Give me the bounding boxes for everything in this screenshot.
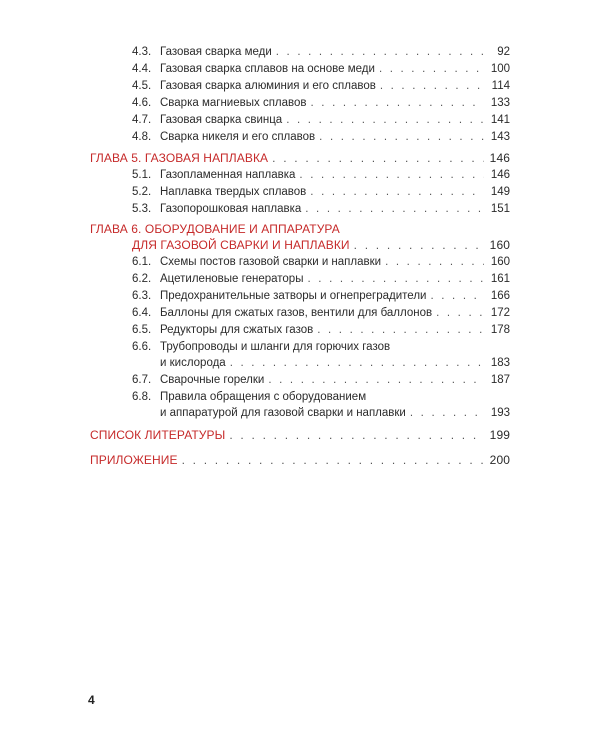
toc-entry-6-8[interactable] xyxy=(132,406,510,420)
dot-leader xyxy=(229,428,484,442)
entry-page: 183 xyxy=(490,357,510,369)
entry-page: 161 xyxy=(490,273,510,285)
dot-leader xyxy=(311,96,484,110)
chapter-title-continued: ДЛЯ ГАЗОВОЙ СВАРКИ И НАПЛАВКИ xyxy=(132,238,350,252)
entry-page: 143 xyxy=(490,131,510,143)
entry-number: 4.5. xyxy=(132,80,152,92)
entry-number: 6.8. xyxy=(132,391,152,403)
dot-leader xyxy=(436,306,484,320)
entry-title: Сварочные горелки xyxy=(160,374,265,386)
toc-entry-6-8-line1[interactable] xyxy=(132,390,510,404)
entry-number: 6.2. xyxy=(132,273,152,285)
entry-title: Газовая сварка алюминия и его сплавов xyxy=(160,80,376,92)
entry-page: 160 xyxy=(490,256,510,268)
dot-leader xyxy=(354,238,484,252)
entry-page: 92 xyxy=(497,46,510,58)
entry-page: 114 xyxy=(491,80,510,92)
dot-leader xyxy=(272,151,484,165)
entry-title: Газовая сварка меди xyxy=(160,46,272,58)
entry-title: Сварка магниевых сплавов xyxy=(160,97,307,109)
entry-page: 146 xyxy=(489,151,510,165)
entry-page: 151 xyxy=(490,203,510,215)
entry-page: 100 xyxy=(490,63,510,75)
entry-number: 4.8. xyxy=(132,131,152,143)
dot-leader xyxy=(317,323,484,337)
appendix-title: ПРИЛОЖЕНИЕ xyxy=(90,453,178,467)
entry-title: Трубопроводы и шланги для горючих газов xyxy=(160,341,391,353)
entry-page: 141 xyxy=(490,114,510,126)
dot-leader xyxy=(379,62,484,76)
toc-entry-6-2[interactable] xyxy=(132,272,510,286)
entry-number: 5.2. xyxy=(132,186,152,198)
toc-entry-4-4[interactable] xyxy=(132,62,510,76)
chapter-title: ГЛАВА 6. ОБОРУДОВАНИЕ И АППАРАТУРА xyxy=(90,222,340,236)
toc-entry-4-8[interactable] xyxy=(132,130,510,144)
dot-leader xyxy=(276,45,484,59)
dot-leader xyxy=(305,202,484,216)
entry-number: 4.3. xyxy=(132,46,152,58)
dot-leader xyxy=(299,168,484,182)
entry-page: 166 xyxy=(490,290,510,302)
toc-chapter-6[interactable] xyxy=(132,238,510,252)
entry-title: Схемы постов газовой сварки и наплавки xyxy=(160,256,382,268)
toc-entry-4-6[interactable] xyxy=(132,96,510,110)
entry-page: 200 xyxy=(489,453,510,467)
dot-leader xyxy=(268,373,484,387)
toc-entry-6-6[interactable] xyxy=(132,356,510,370)
toc-entry-6-5[interactable] xyxy=(132,323,510,337)
dot-leader xyxy=(319,130,484,144)
entry-number: 5.1. xyxy=(132,169,152,181)
dot-leader xyxy=(230,356,484,370)
page-number: 4 xyxy=(88,693,95,707)
entry-title-continued: и кислорода xyxy=(160,357,226,369)
entry-title: Сварка никеля и его сплавов xyxy=(160,131,316,143)
entry-number: 6.7. xyxy=(132,374,152,386)
toc-entry-6-4[interactable] xyxy=(132,306,510,320)
bibliography-title: СПИСОК ЛИТЕРАТУРЫ xyxy=(90,428,226,442)
entry-title: Редукторы для сжатых газов xyxy=(160,324,314,336)
entry-number: 4.4. xyxy=(132,63,152,75)
chapter-title: ГЛАВА 5. ГАЗОВАЯ НАПЛАВКА xyxy=(90,151,269,165)
dot-leader xyxy=(380,79,484,93)
dot-leader xyxy=(310,185,484,199)
toc-entry-6-1[interactable] xyxy=(132,255,510,269)
entry-number: 6.1. xyxy=(132,256,152,268)
entry-title: Ацетиленовые генераторы xyxy=(160,273,304,285)
entry-page: 187 xyxy=(490,374,510,386)
toc-entry-6-3[interactable] xyxy=(132,289,510,303)
toc-entry-5-3[interactable] xyxy=(132,202,510,216)
toc-bibliography[interactable] xyxy=(90,428,510,442)
entry-number: 5.3. xyxy=(132,203,152,215)
entry-title: Наплавка твердых сплавов xyxy=(160,186,307,198)
toc-entry-4-3[interactable] xyxy=(132,45,510,59)
entry-number: 6.4. xyxy=(132,307,152,319)
entry-page: 193 xyxy=(490,407,510,419)
toc-chapter-5[interactable] xyxy=(90,151,510,165)
toc-entry-5-1[interactable] xyxy=(132,168,510,182)
dot-leader xyxy=(307,272,484,286)
entry-number: 6.6. xyxy=(132,341,152,353)
entry-title: Газовая сварка сплавов на основе меди xyxy=(160,63,375,75)
entry-title-continued: и аппаратурой для газовой сварки и наплавки xyxy=(160,407,406,419)
entry-page: 146 xyxy=(490,169,510,181)
toc-chapter-6-line1[interactable] xyxy=(90,222,510,236)
entry-title: Правила обращения с оборудованием xyxy=(160,391,367,403)
toc-entry-4-7[interactable] xyxy=(132,113,510,127)
entry-number: 4.6. xyxy=(132,97,152,109)
toc-entry-5-2[interactable] xyxy=(132,185,510,199)
entry-page: 133 xyxy=(490,97,510,109)
entry-number: 6.3. xyxy=(132,290,152,302)
dot-leader xyxy=(430,289,484,303)
entry-title: Баллоны для сжатых газов, вентили для баллонов xyxy=(160,307,433,319)
entry-page: 172 xyxy=(490,307,510,319)
entry-number: 4.7. xyxy=(132,114,152,126)
dot-leader xyxy=(385,255,484,269)
entry-title: Газовая сварка свинца xyxy=(160,114,283,126)
entry-title: Предохранительные затворы и огнепреградители xyxy=(160,290,427,302)
entry-title: Газопламенная наплавка xyxy=(160,169,296,181)
entry-page: 149 xyxy=(490,186,510,198)
entry-title: Газопорошковая наплавка xyxy=(160,203,302,215)
dot-leader xyxy=(410,406,484,420)
toc-appendix[interactable] xyxy=(90,453,510,467)
entry-page: 160 xyxy=(489,238,510,252)
entry-page: 178 xyxy=(490,324,510,336)
dot-leader xyxy=(182,453,484,467)
dot-leader xyxy=(286,113,484,127)
toc-entry-6-7[interactable] xyxy=(132,373,510,387)
toc-entry-4-5[interactable] xyxy=(132,79,510,93)
entry-page: 199 xyxy=(489,428,510,442)
toc-entry-6-6-line1[interactable] xyxy=(132,340,510,354)
entry-number: 6.5. xyxy=(132,324,152,336)
